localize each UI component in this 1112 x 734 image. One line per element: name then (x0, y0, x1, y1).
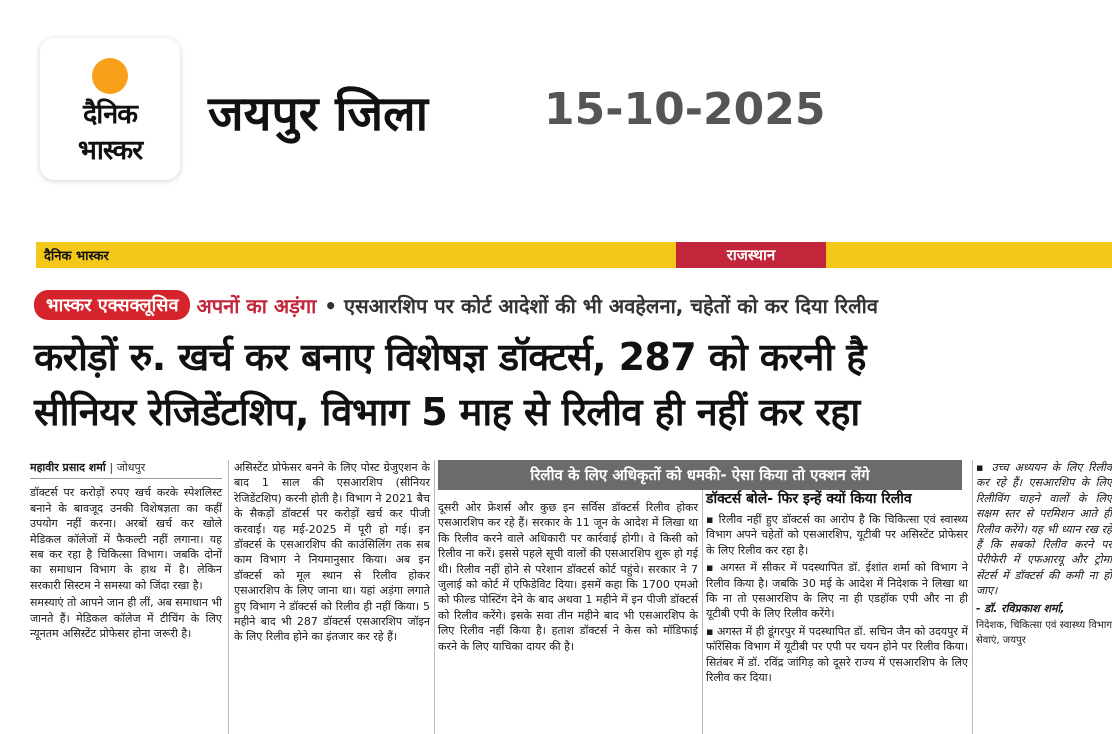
kicker-subhead: • एसआरशिप पर कोर्ट आदेशों की भी अवहेलना, चहेतों को कर दिया रिलीव (324, 293, 878, 318)
column-divider (702, 490, 703, 734)
col4-heading: डॉक्टर्स बोले- फिर इन्हें क्यों किया रिलीव (706, 491, 912, 507)
sun-icon (92, 58, 128, 94)
column-3 (438, 500, 698, 656)
quote-designation: निदेशक, चिकित्सा एवं स्वास्थ्य विभाग सेवाएं, जयपुर (976, 620, 1112, 647)
main-headline (34, 330, 1110, 440)
col4-bullet1: ▪ रिलीव नहीं हुए डॉक्टर्स का आरोप है कि चिकित्सा एवं स्वास्थ्य विभाग अपने चहेतों को एसआरशिप, यूटीबी पर असिस्टेंट प्रोफेसर के लिए रिलीव कर रहा है। (706, 513, 968, 557)
headline-line1: करोड़ों रु. खर्च कर बनाए विशेषज्ञ डॉक्टर्स, 287 को करनी है (34, 335, 866, 379)
column-divider (228, 460, 229, 734)
edition-date: 15-10-2025 (544, 84, 826, 135)
logo-text-line2: भास्कर (77, 135, 143, 166)
edition-title: जयपुर जिला (208, 86, 429, 142)
article-body (30, 460, 1112, 734)
col1-para1: डॉक्टर्स पर करोड़ों रुपए खर्च करके स्पेशलिस्ट बनाने के बावजूद उनकी विशेषज्ञता का कहीं उपयोग नहीं करना। अरबों खर्च कर खोले मेडिकल कॉलेजों में फैकल्टी नहीं लगाना। यह सब कर रहा है चिकित्सा विभाग। जबकि दोनों का समाधान विभाग के हाथ में है। लेकिन सरकारी सिस्टम ने समस्या को जिंदा रखा है। (30, 486, 222, 592)
column-divider (434, 460, 435, 734)
column-divider (972, 460, 973, 734)
masthead-strip (36, 242, 1112, 268)
column-2 (234, 460, 430, 647)
col1-para2: समस्याएं तो आपने जान ही लीं, अब समाधान भी जानते हैं। मेडिकल कॉलेज में टीचिंग के लिए न्यूनतम असिस्टेंट प्रोफेसर होना जरूरी है। (30, 596, 222, 641)
author-name: महावीर प्रसाद शर्मा (30, 461, 106, 474)
newspaper-clipping (30, 236, 1112, 734)
kicker (34, 288, 878, 322)
kicker-tag: अपनों का अड़ंगा (196, 293, 317, 318)
dainik-bhaskar-logo (40, 38, 180, 180)
col4-bullet2: ▪ अगस्त में सीकर में पदस्थापित डॉ. ईशांत शर्मा को विभाग ने रिलीव किया है। जबकि 30 मई के आदेश में निदेशक ने लिखा था कि ना तो एसआरशिप के लिए ना ही एडहॉक एपी और ना ही यूटीबी एपी के लिए रिलीव करेंगे। (706, 561, 968, 621)
official-quote: ▪ उच्च अध्ययन के लिए रिलीव कर रहे हैं। एसआरशिप के लिए रिलीविंग चाहने वालों के लिए सक्षम स्तर से परमिशन आते ही रिलीव करेंगे। यह भी ध्यान रख रहे हैं कि सबको रिलीव करने पर पेरीफेरी में एफआरयू और ट्रोमा सेंटर्स में डॉक्टर्स की कमी ना हो जाए। (976, 461, 1112, 598)
subhead-banner: रिलीव के लिए अधिकृतों को धमकी- ऐसा किया तो एक्शन लेंगे (438, 460, 962, 490)
section-label: राजस्थान (676, 242, 826, 268)
quote-signature: - डॉ. रविप्रकाश शर्मा, (976, 601, 1065, 615)
col2-para1: असिस्टेंट प्रोफेसर बनने के लिए पोस्ट ग्रेजुएशन के बाद 1 साल की एसआरशिप (सीनियर रेजिडेंटशिप) करनी होती है। विभाग ने 2021 बैच के सैकड़ों डॉक्टर्स पर करोड़ों खर्च कर पीजी करवाई। यह मई-2025 में पूरी हो गई। इन डॉक्टर्स के एसआरशिप की काउंसिलिंग तक सब काम विभाग ने नियमानुसार किया। अब इन डॉक्टर्स को मूल स्थान से रिलीव होकर एसआरशिप के लिए जाना था। यहां अड़ंगा लगाते हुए विभाग ने डॉक्टर्स को रिलीव ही नहीं किया। 5 महीने बाद भी 287 डॉक्टर्स एसआरशिप जॉइन के लिए रिलीव होने का इंतजार कर रहे हैं। (234, 461, 430, 644)
strip-brand: दैनिक भास्कर (44, 249, 109, 264)
col4-bullet3: ▪ अगस्त में ही डूंगरपुर में पदस्थापित डॉ. सचिन जैन को उदयपुर में फॉरेंसिक विभाग में यूटीबी पर एपी पर चयन होने पर रिलीव किया। सितंबर में डॉ. रविंद्र जांगिड़ को दूसरे राज्य में एसआरशिप के लिए रिलीव कर दिया। (706, 624, 968, 685)
dateline: | जोधपुर (109, 461, 146, 474)
exclusive-badge: भास्कर एक्सक्लूसिव (34, 290, 190, 320)
column-1 (30, 460, 222, 643)
column-4 (706, 490, 968, 687)
headline-line2: सीनियर रेजिडेंटशिप, विभाग 5 माह से रिलीव ही नहीं कर रहा (34, 390, 860, 434)
column-5 (976, 460, 1112, 651)
logo-text-line1: दैनिक (82, 99, 138, 130)
col3-para1: दूसरी ओर फ्रेशर्स और कुछ इन सर्विस डॉक्टर्स रिलीव होकर एसआरशिप कर रहे हैं। सरकार के 11 जून के आदेश में लिखा था कि रिलीव करने वाले अधिकारी पर कार्रवाई होगी। वे किसी को रिलीव ना करें। इससे पहले सूची वालों की एसआरशिप शुरू हो गई थी। रिलीव नहीं होने से परेशान डॉक्टर्स कोर्ट पहुंचे। सरकार ने 7 जुलाई को कोर्ट में एफिडेविट दिया। इसमें कहा कि 1700 एमओ को फील्ड पोस्टिंग देने के बाद अथवा 1 महीने में इन पीजी डॉक्टर्स को रिलीव करेंगे। इसके सवा तीन महीने बाद भी एसआरशिप के लिए रिलीव नहीं किया है। हताश डॉक्टर्स ने केस को मॉडिफाई करने के लिए याचिका दायर की है। (438, 501, 698, 653)
byline (30, 460, 222, 479)
